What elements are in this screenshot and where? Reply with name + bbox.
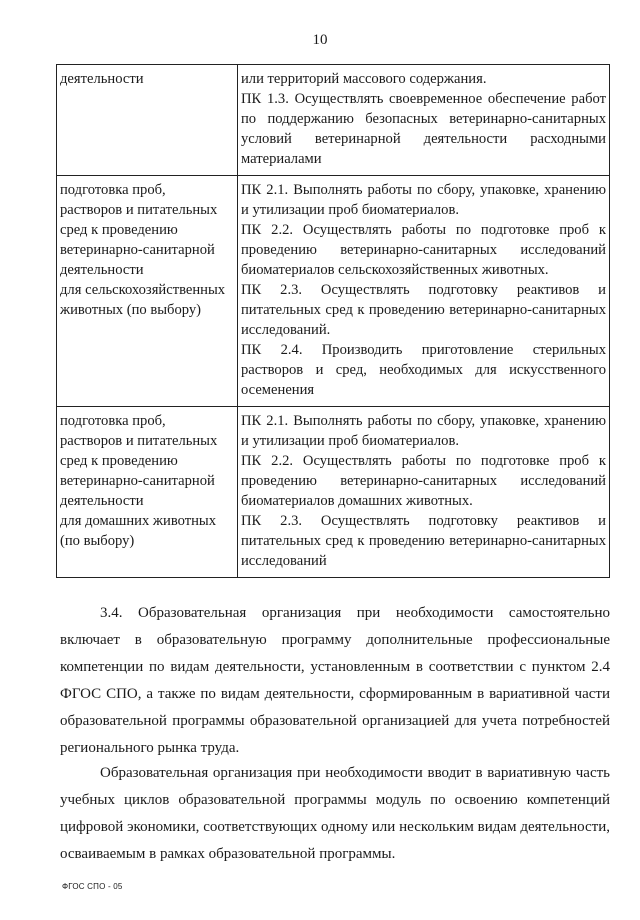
- activity-line: для сельскохозяйственных: [60, 282, 226, 298]
- table-row: [57, 176, 610, 407]
- table-row: [57, 407, 610, 578]
- activity-line: ветеринарно-санитарной: [60, 473, 215, 489]
- competency-text: ПК 2.2. Осуществлять работы по подготовке проб к проведению ветеринарно-санитарных исследований биоматериалов сельскохозяйственных животных.: [241, 222, 606, 278]
- activity-line: деятельности: [60, 493, 144, 509]
- competency-text: ПК 2.4. Производить приготовление стерильных растворов и сред, необходимых для искусственного осеменения: [241, 342, 606, 398]
- competency-text: или территорий массового содержания.: [241, 71, 487, 87]
- activity-line: сред к проведению: [60, 222, 178, 238]
- activity-line: для домашних животных: [60, 513, 217, 529]
- competency-text: ПК 2.2. Осуществлять работы по подготовке проб к проведению ветеринарно-санитарных исследований биоматериалов домашних животных.: [241, 453, 606, 509]
- competency-text: ПК 2.1. Выполнять работы по сбору, упаковке, хранению и утилизации проб биоматериалов.: [241, 413, 606, 449]
- competencies-table: [56, 64, 610, 578]
- activity-line: деятельности: [60, 262, 144, 278]
- paragraph-text: 3.4. Образовательная организация при необходимости самостоятельно включает в образовательную программу дополнительные профессиональные компетенции по видам деятельности, установленным в соответствии с пунктом 2.4 ФГОС СПО, а также по видам деятельности, сформированным в вариативной части образовательной программы образовательной организацией для учета потребностей регионального рынка труда.: [60, 605, 610, 756]
- paragraph-text: Образовательная организация при необходимости вводит в вариативную часть учебных циклов образовательной программы модуль по освоению компетенций цифровой экономики, соответствующих одному или нескольким видам деятельности, осваиваемым в рамках образовательной программы.: [60, 765, 610, 862]
- activity-cell: [57, 407, 238, 578]
- activity-line: сред к проведению: [60, 453, 178, 469]
- competency-text: ПК 2.1. Выполнять работы по сбору, упаковке, хранению и утилизации проб биоматериалов.: [241, 182, 606, 218]
- document-footer: ФГОС СПО - 05: [62, 882, 123, 891]
- competency-cell: [238, 407, 610, 578]
- activity-line: животных (по выбору): [60, 302, 202, 318]
- page-number: 10: [312, 32, 328, 48]
- activity-line: растворов и питательных: [60, 202, 218, 218]
- activity-line: (по выбору): [60, 533, 135, 549]
- competency-text: ПК 2.3. Осуществлять подготовку реактивов и питательных сред к проведению ветеринарно-санитарных исследований: [241, 513, 606, 569]
- paragraph-digital-economy: [60, 760, 610, 868]
- competency-cell: [238, 176, 610, 407]
- activity-cell: [57, 65, 238, 176]
- competency-text: ПК 2.3. Осуществлять подготовку реактивов и питательных сред к проведению ветеринарно-санитарных исследований.: [241, 282, 606, 338]
- activity-line: подготовка проб,: [60, 182, 166, 198]
- competency-text: ПК 1.3. Осуществлять своевременное обеспечение работ по поддержанию безопасных ветеринарно-санитарных условий ветеринарной деятельности расходными материалами: [241, 91, 606, 167]
- paragraph-3-4: [60, 600, 610, 762]
- table-row: [57, 65, 610, 176]
- activity-cell: [57, 176, 238, 407]
- activity-line: ветеринарно-санитарной: [60, 242, 215, 258]
- activity-line: растворов и питательных: [60, 433, 218, 449]
- activity-line: деятельности: [60, 71, 144, 87]
- competency-cell: [238, 65, 610, 176]
- activity-line: подготовка проб,: [60, 413, 166, 429]
